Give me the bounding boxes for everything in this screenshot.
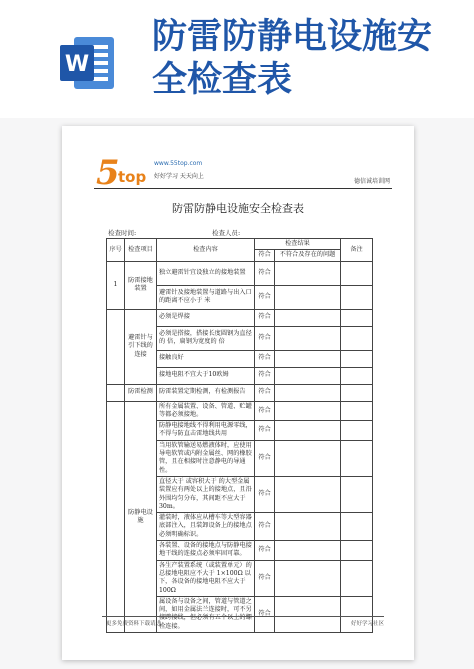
row-content: 避雷针及接地装置与道路与出入口的距离不应小于 米 [157,285,255,309]
row-result: 符合 [255,261,275,285]
row-seq [107,309,125,384]
row-content: 所有金属装置、设备、管道、贮罐等都必须接地。 [157,401,255,421]
row-content: 灌装时，液体应从槽车等大型容器底部注入，且装卸设备上的接地点必须明确标识。 [157,513,255,541]
row-content: 独立避雷针宜设独立的接地装置 [157,261,255,285]
row-result: 符合 [255,285,275,309]
row-issue [275,421,341,441]
row-item: 防雷检测 [125,384,157,401]
row-issue [275,513,341,541]
header-seq: 序号 [107,239,125,262]
row-seq [107,401,125,632]
row-result: 符合 [255,560,275,596]
row-content: 防静电接地线不得利用电源零线，不得与防直击雷地线共用 [157,421,255,441]
row-content: 必须是搭接，搭接长度圆钢为直径的 倍，扁钢为宽度的 倍 [157,326,255,350]
row-result: 符合 [255,350,275,367]
row-note [341,309,373,326]
row-note [341,261,373,285]
row-issue [275,367,341,384]
header-issue: 不符合及存在的问题 [275,250,341,261]
row-content: 直径大于 或容积大于 的大型金属装置应有两处以上的接地点，且沿外围均匀分布，其间距不应大于30m。 [157,476,255,512]
row-issue [275,326,341,350]
logo-mark: 5 [96,153,120,193]
table-row [107,384,373,401]
row-result: 符合 [255,367,275,384]
row-content: 各装置、设备的接地点与防静电接地干线的连接点必须牢固可靠。 [157,541,255,561]
word-document-icon [56,31,120,95]
table-row [107,261,373,285]
row-seq [107,384,125,401]
row-content: 属设备与设备之间，管道与管道之间，如用金属法兰连接时，可不另接跨接线，但必须有五个以上的螺栓连接。 [157,596,255,632]
row-item: 避雷针与引下线的连接 [125,309,157,384]
row-seq: 1 [107,261,125,309]
row-note [341,541,373,561]
row-issue [275,560,341,596]
row-note [341,384,373,401]
header-rule [94,188,392,189]
table-header-row [107,239,373,250]
row-issue [275,541,341,561]
header-pass: 符合 [255,250,275,261]
row-note [341,367,373,384]
footer-right: 好好学习社区 [350,621,384,627]
row-issue [275,384,341,401]
row-note [341,596,373,632]
document-title: 防雷防静电设施安全检查表 [172,202,304,215]
row-note [341,326,373,350]
row-content: 各生产装置系统（或装置单元）的总接地电阻应不大于 1×100Ω 以下，各设备的接地电阻不应大于 100Ω [157,560,255,596]
row-result: 符合 [255,384,275,401]
inspector-label: 检查人员: [212,229,241,237]
row-issue [275,350,341,367]
row-item: 防静电设施 [125,401,157,632]
row-result: 符合 [255,326,275,350]
top-banner [0,0,474,118]
row-note [341,440,373,476]
header-item: 检查项目 [125,239,157,262]
row-result: 符合 [255,401,275,421]
row-note [341,513,373,541]
row-item: 防雷接地装置 [125,261,157,309]
header-note: 备注 [341,239,373,262]
logo-word: top [118,168,147,186]
row-issue [275,285,341,309]
header-result: 检查结果 [255,239,341,250]
header-content: 检查内容 [157,239,255,262]
row-result: 符合 [255,513,275,541]
banner-title: 防雷防静电设施安全检查表 [152,17,433,100]
footer-rule [102,616,384,617]
row-issue [275,401,341,421]
row-content: 接地电阻不宜大于10欧姆 [157,367,255,384]
row-result: 符合 [255,476,275,512]
check-time-label: 检查时间: [108,229,137,237]
row-issue [275,596,341,632]
row-result: 符合 [255,421,275,441]
row-note [341,350,373,367]
row-issue [275,476,341,512]
row-content: 必须是焊接 [157,309,255,326]
row-result: 符合 [255,596,275,632]
row-note [341,421,373,441]
row-result: 符合 [255,309,275,326]
inspection-table [106,238,373,633]
row-content: 防雷装置定期检测，有检测报告 [157,384,255,401]
svg-text:W: W [64,52,90,77]
row-issue [275,440,341,476]
document-page [62,126,414,660]
row-note [341,560,373,596]
row-content: 接触良好 [157,350,255,367]
logo-slogan: 好好学习 天天向上 [154,173,204,180]
logo-url: www.55top.com [154,160,203,167]
row-note [341,476,373,512]
row-note [341,285,373,309]
row-content: 当用软管输送易燃液体时，应使用导电软管或内附金属丝、网的橡胶管，且在相接时注意静电的导通性。 [157,440,255,476]
row-result: 符合 [255,541,275,561]
row-issue [275,309,341,326]
row-note [341,401,373,421]
footer-left: 更多免费资料下载请进： [106,621,167,627]
org-name: 德信诚培训网 [353,178,390,185]
table-row [107,309,373,326]
row-issue [275,261,341,285]
table-row [107,401,373,421]
row-result: 符合 [255,440,275,476]
